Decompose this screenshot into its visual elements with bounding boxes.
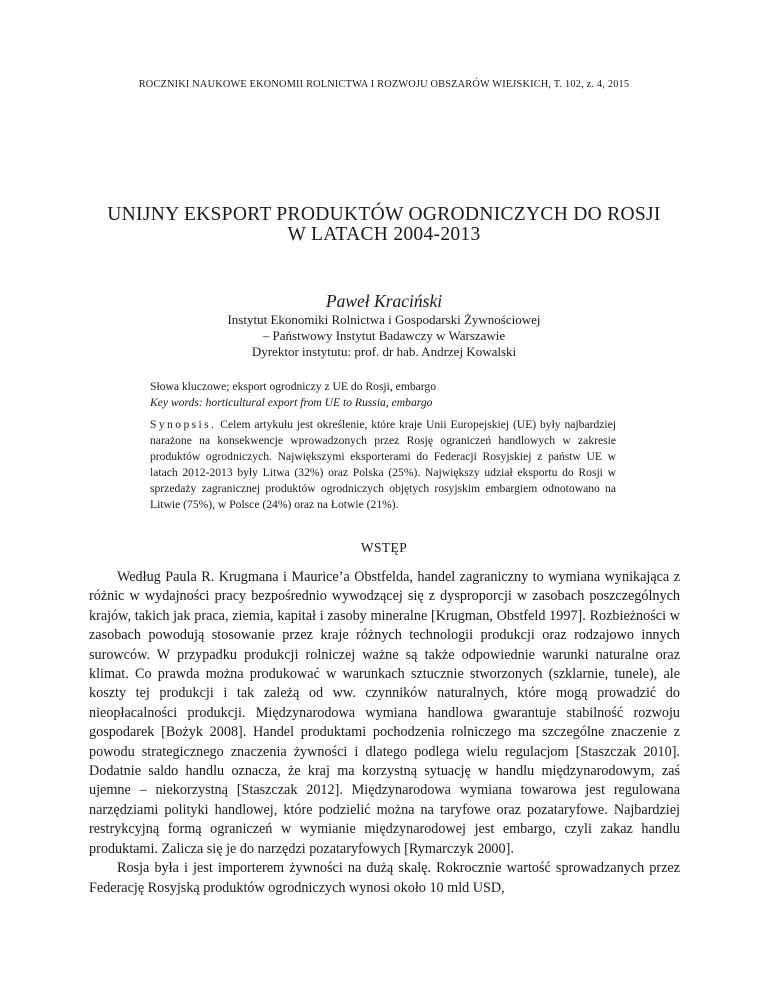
- keywords-english: Key words: horticultural export from UE to Russia, embargo: [150, 396, 433, 409]
- author-name: Paweł Kraciński: [325, 291, 443, 311]
- body-text: [89, 568, 680, 898]
- affiliation-line-3: Dyrektor instytutu: prof. dr hab. Andrzej Kowalski: [251, 344, 517, 359]
- affiliation-line-1: Instytut Ekonomiki Rolnictwa i Gospodarski Żywnościowej: [227, 312, 541, 327]
- body-paragraph-1: Według Paula R. Krugmana i Maurice’a Obstfelda, handel zagraniczny to wymiana wynikająca z różnic w wydajności pracy bezpośrednio wywodzącej się z dysproporcji w zasobach poszczególnych krajów, takich jak praca, ziemia, kapitał i zasoby mineralne [Krugman, Obstfeld 1997]. Rozbieżności w zasobach powodują stosowanie przez kraje różnych technologii produkcji oraz rodzajowo innych surowców. W przypadku produkcji rolniczej ważne są także odpowiednie warunki naturalne oraz klimat. Co prawda można produkować w warunkach sztucznie stworzonych (szklarnie, tunele), ale koszty tej produkcji i tak zależą od ww. czynników naturalnych, które mogą prowadzić do nieopłacalności produkcji. Międzynarodowa wymiana handlowa gwarantuje stabilność rozwoju gospodarek [Bożyk 2008]. Handel produktami pochodzenia rolniczego ma szczególne znaczenie z powodu strategicznego znaczenia żywności i dlatego podlega wielu regulacjom [Staszczak 2010]. Dodatnie saldo handlu oznacza, że kraj ma korzystną sytuację w handlu międzynarodowym, zaś ujemne – niekorzystną [Staszczak 2012]. Międzynarodowa wymiana towarowa jest regulowana narzędziami polityki handlowej, które podzielić można na taryfowe oraz pozataryfowe. Najbardziej restrykcyjną formą ograniczeń w wymianie międzynarodowej jest embargo, czyli zakaz handlu produktami. Zalicza się je do narzędzi pozataryfowych [Rymarczyk 2000].: [89, 569, 680, 857]
- synopsis-block: [150, 417, 616, 513]
- article-title: [0, 205, 768, 245]
- article-title-line-2: W LATACH 2004-2013: [287, 224, 481, 245]
- synopsis-text: Celem artykułu jest określenie, które kraje Unii Europejskiej (UE) były najbardziej narażone na konsekwencje wprowadzonych przez Rosję ograniczeń handlowych w zakresie produktów ogrodniczych. Największymi eksporterami do Federacji Rosyjskiej z państw UE w latach 2012-2013 były Litwa (32%) oraz Polska (25%). Największy udział eksportu do Rosji w sprzedaży zagranicznej produktów ogrodniczych objętych rosyjskim embargiem odnotowano na Litwie (75%), w Polsce (24%) oraz na Łotwie (21%).: [150, 418, 616, 511]
- keywords-polish: Słowa kluczowe; eksport ogrodniczy z UE do Rosji, embargo: [150, 380, 437, 393]
- keywords-block: [150, 379, 630, 411]
- synopsis-label: Synopsis.: [150, 418, 217, 431]
- author-affiliation: [0, 312, 768, 360]
- journal-header: ROCZNIKI NAUKOWE EKONOMII ROLNICTWA I ROZWOJU OBSZARÓW WIEJSKICH, T. 102, z. 4, 2015: [138, 79, 630, 90]
- section-heading: WSTĘP: [360, 540, 408, 555]
- body-paragraph-2: Rosja była i jest importerem żywności na dużą skalę. Rokrocznie wartość sprowadzanych przez Federację Rosyjską produktów ogrodniczych wynosi około 10 mld USD,: [89, 860, 680, 896]
- affiliation-line-2: – Państwowy Instytut Badawczy w Warszawie: [262, 328, 506, 343]
- article-title-line-1: UNIJNY EKSPORT PRODUKTÓW OGRODNICZYCH DO ROSJI: [107, 204, 661, 225]
